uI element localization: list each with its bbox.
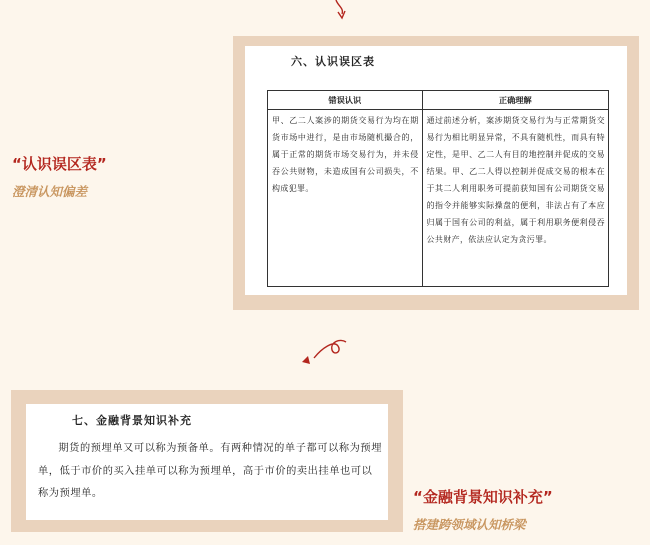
curly-arrow-icon	[296, 338, 352, 368]
misconception-table	[267, 90, 609, 287]
section6-heading: 六、认识误区表	[291, 55, 375, 68]
side-title-misconception: “认识误区表”	[12, 155, 107, 173]
section6-paper	[245, 46, 627, 295]
side-title-finance: “金融背景知识补充”	[413, 488, 553, 506]
table-header-wrong: 错误认识	[268, 91, 423, 110]
table-row	[268, 110, 609, 287]
correct-cell: 通过前述分析，案涉期货交易行为与正常期货交易行为相比明显异常，不具有随机性，而具有特定性，是甲、乙二人有目的地控制并促成的交易结果。甲、乙二人得以控制并促成交易的根本在于其二人利用职务可提前获知国有公司期货交易的指令并能够实际操盘的便利，非法占有了本应归属于国有公司的利益，属于利用职务便利侵吞公共财产，依法应认定为贪污罪。	[422, 110, 608, 287]
wrong-cell: 甲、乙二人案涉的期货交易行为均在期货市场中进行，是由市场随机撮合的，属于正常的期货市场交易行为，并未侵吞公共财物，未造成国有公司损失，不构成犯罪。	[268, 110, 423, 287]
section7-heading: 七、金融背景知识补充	[72, 414, 192, 427]
side-subtitle-misconception: 澄清认知偏差	[12, 184, 88, 199]
section7-body: 期货的预埋单又可以称为预备单。有两种情况的单子都可以称为预埋单，低于市价的买入挂单可以称为预埋单，高于市价的卖出挂单也可以称为预埋单。	[38, 443, 383, 499]
side-subtitle-finance: 搭建跨领域认知桥梁	[413, 517, 526, 532]
section7-paper	[26, 404, 388, 520]
table-header-correct: 正确理解	[422, 91, 608, 110]
curly-arrow-icon	[330, 0, 354, 22]
